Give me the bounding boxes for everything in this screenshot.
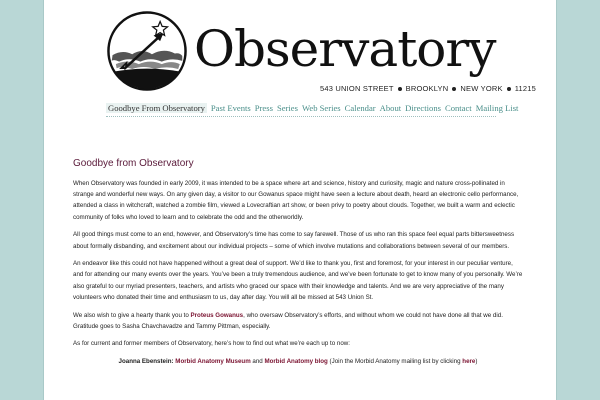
- observatory-logo[interactable]: [106, 10, 188, 92]
- main-nav: [106, 101, 518, 115]
- nav-item-mailing-list[interactable]: Mailing List: [475, 103, 519, 113]
- text-span: , who oversaw Observatory’s efforts, and without whom we could not have done all that we did. Gratitude goes to Sasha Chavchavadze and Tammy Pittman, especially.: [73, 311, 503, 330]
- site-address: [320, 84, 536, 93]
- address-zip: 11215: [514, 84, 536, 93]
- nav-item-goodbye[interactable]: Goodbye From Observatory: [108, 103, 205, 113]
- article-paragraph: When Observatory was founded in early 2009, it was intended to be a space where art and science, history and curiosity, magic and nature cross-pollinated in strange and wonderful new ways. On any given day, a visitor to our Gowanus space might have seen a lecture about death, heard an electronic cello performance, attended a class in witchcraft, watched a zombie film, viewed a Lovecraftian art show, or been privy to poetry about clouds. Together, we built a warm and eclectic community of folks who loved to learn and to celebrate the odd and the otherworldly.: [73, 180, 519, 221]
- text-span: We also wish to give a hearty thank you to: [73, 311, 191, 319]
- article-title: Goodbye from Observatory: [73, 158, 194, 169]
- text-span: (Join the Morbid Anatomy mailing list by clicking: [327, 358, 463, 366]
- address-area: BROOKLYN: [405, 84, 449, 93]
- nav-item-about[interactable]: About: [379, 103, 402, 113]
- nav-item-web-series[interactable]: Web Series: [301, 103, 341, 113]
- address-street: 543 UNION STREET: [320, 84, 394, 93]
- bullet-icon: [507, 87, 511, 91]
- proteus-gowanus-link[interactable]: Proteus Gowanus: [190, 311, 244, 319]
- morbid-anatomy-museum-link[interactable]: Morbid Anatomy Museum: [175, 358, 251, 366]
- morbid-anatomy-blog-link[interactable]: Morbid Anatomy blog: [264, 358, 328, 366]
- site-header: [44, 0, 556, 116]
- article: [73, 158, 523, 374]
- page: [44, 0, 556, 400]
- nav-item-press[interactable]: Press: [254, 103, 273, 113]
- bullet-icon: [398, 87, 402, 91]
- nav-divider: [106, 116, 496, 118]
- nav-item-past-events[interactable]: Past Events: [210, 103, 251, 113]
- article-paragraph: [73, 310, 523, 332]
- nav-item-directions[interactable]: Directions: [405, 103, 441, 113]
- address-city: NEW YORK: [460, 84, 503, 93]
- member-name: Joanna Ebenstein:: [118, 358, 174, 366]
- bullet-icon: [452, 87, 456, 91]
- member-entry: [73, 356, 523, 367]
- nav-item-contact[interactable]: Contact: [444, 103, 472, 113]
- article-paragraph: All good things must come to an end, however, and Observatory’s time has come to say farewell. Those of us who ran this space feel equal parts bittersweetness about formally disbanding, and excitement about our individual projects – some of which involve mutations and collaborations between several of our members.: [73, 231, 515, 250]
- article-paragraph: As for current and former members of Observatory, here’s how to find out what we’re each up to now:: [73, 340, 350, 348]
- nav-item-calendar[interactable]: Calendar: [344, 103, 376, 113]
- site-wordmark[interactable]: Observatory: [194, 20, 496, 78]
- text-span: and: [250, 358, 265, 366]
- mailing-list-here-link[interactable]: here: [462, 358, 476, 366]
- nav-item-series[interactable]: Series: [276, 103, 298, 113]
- text-span: ): [475, 358, 478, 366]
- article-paragraph: An endeavor like this could not have happened without a great deal of support. We’d like to thank you, first and foremost, for your interest in our peculiar venture, and for attending our many events over the years. You’ve been a truly tremendous audience, and we’ve been fortunate to get to know many of you personally. We’re also grateful to our myriad presenters, teachers, and artists who graced our space with their knowledge and talents. And we are very appreciative of the many volunteers who donated their time and enthusiasm to us, day after day. You will all be missed at 543 Union St.: [73, 260, 523, 301]
